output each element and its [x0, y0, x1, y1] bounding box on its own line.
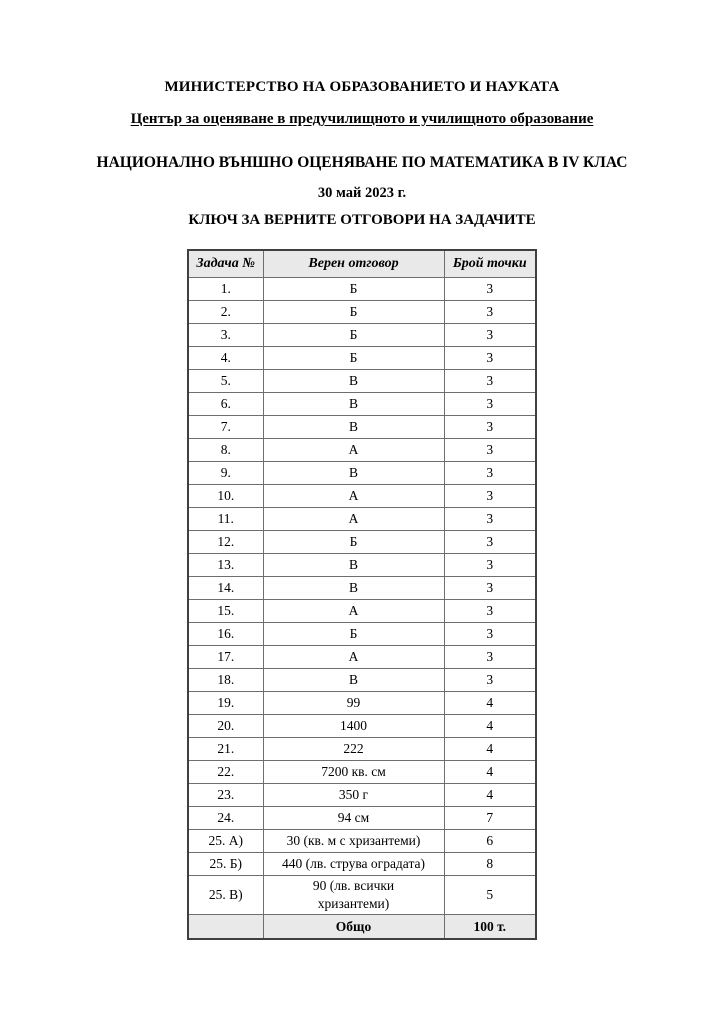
correct-answer-cell — [263, 530, 444, 553]
correct-answer-cell-text: А — [348, 649, 359, 665]
table-row — [188, 300, 536, 323]
points-cell — [444, 277, 536, 300]
task-number-cell — [188, 438, 263, 461]
correct-answer-cell — [263, 760, 444, 783]
points-cell — [444, 829, 536, 852]
correct-answer-cell-text: Б — [349, 327, 358, 343]
column-header-correct-answer: Верен отговор — [263, 250, 444, 278]
task-number-cell-text: 6. — [220, 396, 231, 412]
table-row — [188, 806, 536, 829]
correct-answer-cell-text: 94 см — [337, 810, 370, 826]
correct-answer-cell-text: В — [348, 580, 358, 596]
table-row — [188, 553, 536, 576]
task-number-cell-text: 22. — [217, 764, 235, 780]
correct-answer-cell — [263, 507, 444, 530]
points-cell-text: 3 — [486, 672, 494, 688]
points-cell — [444, 875, 536, 914]
correct-answer-cell-text: 7200 кв. см — [321, 764, 386, 780]
points-cell-text: 3 — [486, 603, 494, 619]
points-cell-text: 3 — [486, 442, 494, 458]
correct-answer-cell — [263, 323, 444, 346]
task-number-cell — [188, 576, 263, 599]
table-row — [188, 829, 536, 852]
total-points-cell: 100 т. — [444, 915, 536, 940]
task-number-cell — [188, 530, 263, 553]
points-cell — [444, 346, 536, 369]
table-row — [188, 507, 536, 530]
task-number-cell-text: 17. — [217, 649, 235, 665]
task-number-cell-text: 13. — [217, 557, 235, 573]
task-number-cell — [188, 553, 263, 576]
task-number-cell — [188, 852, 263, 875]
correct-answer-cell — [263, 668, 444, 691]
task-number-cell — [188, 829, 263, 852]
document-header — [0, 0, 724, 229]
ministry-title: МИНИСТЕРСТВО НА ОБРАЗОВАНИЕТО И НАУКАТА — [164, 79, 560, 95]
correct-answer-cell — [263, 691, 444, 714]
task-number-cell-text: 16. — [217, 626, 235, 642]
points-cell — [444, 622, 536, 645]
correct-answer-cell-text: 440 (лв. струва оградата) — [281, 856, 425, 872]
points-cell — [444, 760, 536, 783]
task-number-cell-text: 5. — [220, 373, 231, 389]
task-number-cell — [188, 599, 263, 622]
correct-answer-cell-text: Б — [349, 626, 358, 642]
points-cell-text: 3 — [486, 649, 494, 665]
task-number-cell — [188, 691, 263, 714]
table-row — [188, 438, 536, 461]
task-number-cell-text: 10. — [217, 488, 235, 504]
points-cell-text: 3 — [486, 419, 494, 435]
table-row — [188, 277, 536, 300]
correct-answer-cell — [263, 806, 444, 829]
points-cell-text: 3 — [486, 534, 494, 550]
task-number-cell-text: 25. Б) — [209, 856, 242, 872]
task-number-cell-text: 18. — [217, 672, 235, 688]
task-number-cell-text: 3. — [220, 327, 231, 343]
correct-answer-cell-text: Б — [349, 350, 358, 366]
task-number-cell-text: 7. — [220, 419, 231, 435]
table-row — [188, 530, 536, 553]
points-cell-text: 3 — [486, 281, 494, 297]
points-cell-text: 3 — [486, 557, 494, 573]
column-header-points: Брой точки — [444, 250, 536, 278]
table-row — [188, 576, 536, 599]
table-row — [188, 645, 536, 668]
points-cell — [444, 714, 536, 737]
task-number-cell-text: 11. — [217, 511, 234, 527]
correct-answer-cell — [263, 484, 444, 507]
correct-answer-cell-text: В — [348, 373, 358, 389]
task-number-cell — [188, 346, 263, 369]
table-row — [188, 714, 536, 737]
correct-answer-cell — [263, 438, 444, 461]
assessment-center-subtitle: Център за оценяване в предучилищното и училищното образование — [130, 111, 594, 127]
task-number-cell-text: 1. — [220, 281, 231, 297]
points-cell-text: 3 — [486, 465, 494, 481]
points-cell-text: 3 — [486, 580, 494, 596]
correct-answer-cell-text: В — [348, 465, 358, 481]
correct-answer-cell-text: В — [348, 396, 358, 412]
task-number-cell — [188, 622, 263, 645]
answer-key-title: КЛЮЧ ЗА ВЕРНИТЕ ОТГОВОРИ НА ЗАДАЧИТЕ — [188, 211, 536, 228]
table-row — [188, 415, 536, 438]
points-cell — [444, 323, 536, 346]
correct-answer-cell — [263, 346, 444, 369]
task-number-cell-text: 15. — [217, 603, 235, 619]
points-cell — [444, 645, 536, 668]
table-row — [188, 852, 536, 875]
correct-answer-cell — [263, 553, 444, 576]
points-cell-text: 3 — [486, 396, 494, 412]
correct-answer-cell-text: В — [348, 419, 358, 435]
table-row — [188, 668, 536, 691]
points-cell-text: 3 — [486, 626, 494, 642]
total-row — [188, 915, 536, 940]
task-number-cell — [188, 668, 263, 691]
correct-answer-cell — [263, 461, 444, 484]
correct-answer-cell — [263, 392, 444, 415]
table-row — [188, 783, 536, 806]
correct-answer-cell-text: 30 (кв. м с хризантеми) — [286, 833, 421, 849]
total-empty-cell — [188, 915, 263, 940]
points-cell-text: 3 — [486, 373, 494, 389]
task-number-cell-text: 23. — [217, 787, 235, 803]
correct-answer-cell-text: А — [348, 488, 359, 504]
correct-answer-cell-text: 222 — [343, 741, 364, 757]
task-number-cell-text: 19. — [217, 695, 235, 711]
table-row — [188, 760, 536, 783]
correct-answer-cell — [263, 875, 444, 914]
points-cell-text: 7 — [486, 810, 494, 826]
correct-answer-cell — [263, 829, 444, 852]
answer-key-table — [187, 249, 537, 940]
points-cell — [444, 415, 536, 438]
points-cell — [444, 691, 536, 714]
correct-answer-cell-text: 90 (лв. всички хризантеми) — [312, 877, 395, 912]
points-cell — [444, 599, 536, 622]
correct-answer-cell — [263, 300, 444, 323]
points-cell-text: 3 — [486, 350, 494, 366]
task-number-cell-text: 24. — [217, 810, 235, 826]
task-number-cell-text: 2. — [220, 304, 231, 320]
table-row — [188, 599, 536, 622]
points-cell — [444, 806, 536, 829]
task-number-cell — [188, 783, 263, 806]
task-number-cell — [188, 714, 263, 737]
correct-answer-cell-text: Б — [349, 534, 358, 550]
task-number-cell — [188, 392, 263, 415]
table-row — [188, 875, 536, 914]
task-number-cell — [188, 806, 263, 829]
points-cell-text: 4 — [486, 695, 494, 711]
task-number-cell — [188, 645, 263, 668]
table-row — [188, 323, 536, 346]
points-cell — [444, 576, 536, 599]
correct-answer-cell-text: 99 — [346, 695, 361, 711]
task-number-cell — [188, 760, 263, 783]
exam-date: 30 май 2023 г. — [317, 184, 407, 201]
task-number-cell-text: 9. — [220, 465, 231, 481]
task-number-cell-text: 25. В) — [208, 887, 243, 903]
correct-answer-cell — [263, 622, 444, 645]
points-cell — [444, 438, 536, 461]
correct-answer-cell — [263, 852, 444, 875]
table-row — [188, 484, 536, 507]
task-number-cell — [188, 323, 263, 346]
correct-answer-cell-text: 1400 — [340, 718, 367, 734]
task-number-cell — [188, 300, 263, 323]
correct-answer-cell-text: В — [348, 672, 358, 688]
points-cell-text: 6 — [486, 833, 494, 849]
correct-answer-cell — [263, 714, 444, 737]
correct-answer-cell — [263, 783, 444, 806]
task-number-cell — [188, 415, 263, 438]
task-number-cell — [188, 507, 263, 530]
correct-answer-cell — [263, 599, 444, 622]
task-number-cell-text: 12. — [217, 534, 235, 550]
points-cell — [444, 392, 536, 415]
task-number-cell — [188, 737, 263, 760]
correct-answer-cell-text: А — [348, 603, 359, 619]
table-row — [188, 737, 536, 760]
points-cell-text: 3 — [486, 488, 494, 504]
table-header-row — [188, 250, 536, 278]
task-number-cell-text: 4. — [220, 350, 231, 366]
table-row — [188, 691, 536, 714]
points-cell-text: 8 — [486, 856, 494, 872]
correct-answer-cell — [263, 576, 444, 599]
correct-answer-cell — [263, 415, 444, 438]
task-number-cell — [188, 369, 263, 392]
points-cell-text: 3 — [486, 327, 494, 343]
task-number-cell-text: 8. — [220, 442, 231, 458]
points-cell — [444, 461, 536, 484]
correct-answer-cell-text: 350 г — [338, 787, 369, 803]
correct-answer-cell — [263, 737, 444, 760]
column-header-task-number: Задача № — [188, 250, 263, 278]
correct-answer-cell-text: В — [348, 557, 358, 573]
task-number-cell — [188, 461, 263, 484]
task-number-cell-text: 20. — [217, 718, 235, 734]
points-cell — [444, 369, 536, 392]
points-cell — [444, 507, 536, 530]
points-cell-text: 4 — [486, 787, 494, 803]
table-row — [188, 346, 536, 369]
points-cell — [444, 737, 536, 760]
points-cell — [444, 530, 536, 553]
points-cell-text: 5 — [486, 887, 494, 903]
total-label-cell: Общо — [263, 915, 444, 940]
points-cell — [444, 553, 536, 576]
points-cell-text: 4 — [486, 741, 494, 757]
task-number-cell-text: 21. — [217, 741, 235, 757]
points-cell — [444, 783, 536, 806]
points-cell — [444, 852, 536, 875]
correct-answer-cell — [263, 369, 444, 392]
table-row — [188, 392, 536, 415]
points-cell — [444, 668, 536, 691]
points-cell-text: 3 — [486, 304, 494, 320]
table-row — [188, 461, 536, 484]
table-row — [188, 622, 536, 645]
correct-answer-cell-text: Б — [349, 304, 358, 320]
points-cell-text: 4 — [486, 764, 494, 780]
task-number-cell — [188, 875, 263, 914]
points-cell — [444, 484, 536, 507]
correct-answer-cell — [263, 277, 444, 300]
correct-answer-cell-text: А — [348, 511, 359, 527]
task-number-cell-text: 25. А) — [208, 833, 243, 849]
points-cell-text: 4 — [486, 718, 494, 734]
task-number-cell-text: 14. — [217, 580, 235, 596]
exam-title: НАЦИОНАЛНО ВЪНШНО ОЦЕНЯВАНЕ ПО МАТЕМАТИКА В IV КЛАС — [96, 154, 628, 171]
correct-answer-cell-text: А — [348, 442, 359, 458]
task-number-cell — [188, 484, 263, 507]
correct-answer-cell-text: Б — [349, 281, 358, 297]
points-cell — [444, 300, 536, 323]
table-row — [188, 369, 536, 392]
correct-answer-cell — [263, 645, 444, 668]
task-number-cell — [188, 277, 263, 300]
points-cell-text: 3 — [486, 511, 494, 527]
